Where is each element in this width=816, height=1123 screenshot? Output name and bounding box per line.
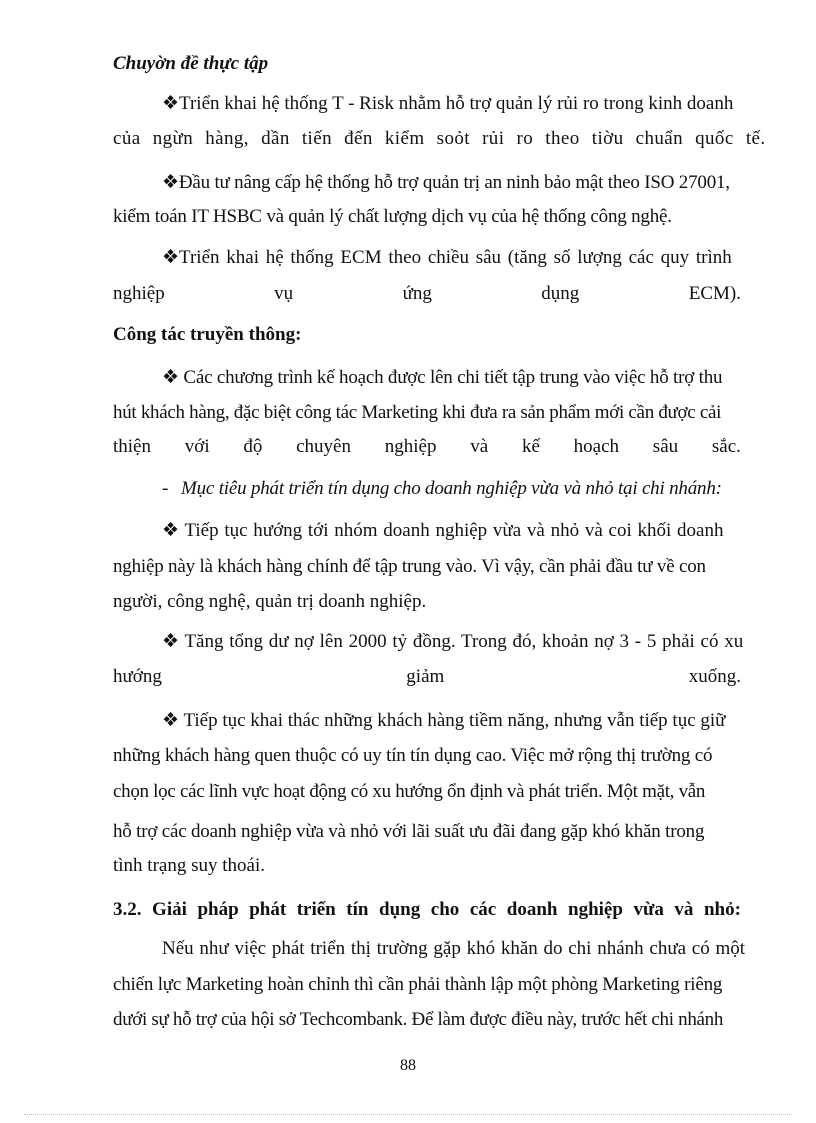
bullet-iso: ❖Đầu tư nâng cấp hệ thống hỗ trợ quản trị an ninh bảo mật theo ISO 27001,: [162, 172, 730, 193]
paragraph-line: kiểm toán IT HSBC và quản lý chất lượng dịch vụ của hệ thống công nghệ.: [113, 206, 672, 227]
paragraph-line: người, công nghệ, quản trị doanh nghiệp.: [113, 591, 427, 612]
paragraph-line-justified: [113, 665, 741, 689]
bullet-programs: ❖ Các chương trình kế hoạch được lên chi tiết tập trung vào việc hỗ trợ thu: [162, 367, 723, 388]
heading-word: vừa: [633, 899, 664, 920]
paragraph-line: chiến lực Marketing hoàn chỉnh thì cần phải thành lập một phòng Marketing riêng: [113, 974, 723, 995]
word: với: [184, 436, 210, 457]
word: ứng: [402, 283, 432, 304]
paragraph-line: chọn lọc các lĩnh vực hoạt động có xu hướng ổn định và phát triển. Một mặt, vẫn: [113, 781, 706, 802]
paragraph-line: của ngừn hàng, dần tiến đến kiểm soỏt rủi ro theo tiờu chuẩn quốc tế.: [113, 128, 766, 149]
word: thiện: [113, 436, 151, 457]
heading-word: và: [674, 899, 694, 920]
word: kế: [521, 436, 540, 457]
word: hướng: [113, 666, 162, 687]
communication-heading: Công tác truyền thông:: [113, 324, 302, 345]
list-dash: -: [162, 478, 169, 499]
word: vụ: [274, 283, 294, 304]
word: xuống.: [688, 666, 741, 687]
paragraph-line: dưới sự hỗ trợ của hội sở Techcombank. Để làm được điều này, trước hết chi nhánh: [113, 1009, 724, 1030]
bullet-t-risk: ❖Triển khai hệ thống T - Risk nhằm hỗ trợ quản lý rủi ro trong kinh doanh: [162, 93, 734, 114]
heading-word: pháp: [197, 899, 239, 920]
word: dụng: [541, 283, 580, 304]
word: sâu: [652, 436, 679, 457]
word: giảm: [406, 666, 445, 687]
paragraph-line: nghiệp này là khách hàng chính để tập trung vào. Vì vậy, cần phải đầu tư về con: [113, 556, 706, 577]
objective-subheading: Mục tiêu phát triển tín dụng cho doanh nghiệp vừa và nhỏ tại chi nhánh:: [181, 478, 722, 499]
page-number: 88: [400, 1057, 416, 1074]
word: sắc.: [711, 436, 741, 457]
bullet-sme-focus: ❖ Tiếp tục hướng tới nhóm doanh nghiệp vừa và nhỏ và coi khối doanh: [162, 520, 724, 541]
word: độ: [243, 436, 263, 457]
bullet-loan-target: ❖ Tăng tổng dư nợ lên 2000 tỷ đồng. Trong đó, khoản nợ 3 - 5 phải có xu: [162, 631, 744, 652]
paragraph-first-line: Nếu như việc phát triển thị trường gặp khó khăn do chi nhánh chưa có một: [162, 938, 746, 959]
paragraph-line-justified: [113, 282, 741, 306]
word: nghiệp: [113, 283, 165, 304]
word: ECM).: [688, 283, 741, 304]
word: chuyên: [296, 436, 351, 457]
word: hoạch: [573, 436, 620, 457]
paragraph-line: những khách hàng quen thuộc có uy tín tín dụng cao. Việc mở rộng thị trường có: [113, 745, 713, 766]
paragraph-line: tình trạng suy thoái.: [113, 855, 265, 876]
heading-word: các: [469, 899, 497, 920]
heading-word: nhỏ:: [703, 899, 741, 920]
bullet-customers: ❖ Tiếp tục khai thác những khách hàng tiềm năng, nhưng vẫn tiếp tục giữ: [162, 710, 726, 731]
heading-word: Giải: [152, 899, 187, 920]
bullet-ecm: ❖Triển khai hệ thống ECM theo chiều sâu (tăng số lượng các quy trình: [162, 247, 732, 268]
heading-word: doanh: [506, 899, 558, 920]
heading-word: 3.2.: [113, 899, 142, 920]
section-heading-3-2: [113, 898, 741, 922]
heading-word: triển: [296, 899, 336, 920]
footer-divider: [24, 1114, 792, 1115]
heading-word: cho: [430, 899, 460, 920]
page-header: Chuyờn đề thực tập: [113, 53, 269, 74]
word: nghiệp: [384, 436, 437, 457]
heading-word: dụng: [379, 899, 421, 920]
heading-word: phát: [249, 899, 287, 920]
heading-word: tín: [346, 899, 369, 920]
paragraph-line-justified: [113, 435, 741, 459]
paragraph-line: hỗ trợ các doanh nghiệp vừa và nhỏ với lãi suất ưu đãi đang gặp khó khăn trong: [113, 821, 705, 842]
paragraph-line: hút khách hàng, đặc biệt công tác Marketing khi đưa ra sản phẩm mới cần được cải: [113, 402, 722, 423]
heading-word: nghiệp: [568, 899, 623, 920]
word: và: [470, 436, 489, 457]
